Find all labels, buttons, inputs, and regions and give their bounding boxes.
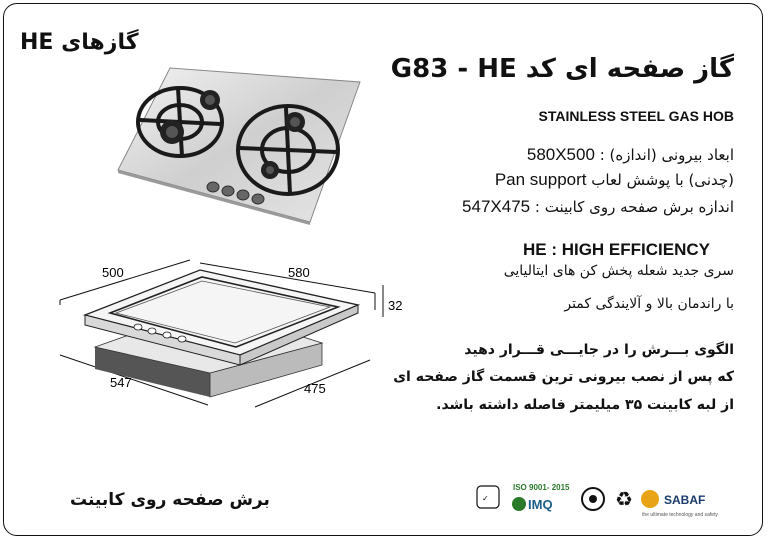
- dim-cut-depth: 547: [110, 375, 132, 390]
- brand-title: گازهای HE: [20, 30, 139, 55]
- description-line: سری جدید شعله پخش کن های ایتالیایی: [503, 263, 734, 279]
- efficiency-heading: HE : HIGH EFFICIENCY: [522, 240, 710, 259]
- certification-logos: [475, 478, 745, 520]
- spec-label: اندازه برش صفحه روی کابینت :: [534, 198, 734, 216]
- dim-top-width: 580: [288, 265, 310, 280]
- recycle-icon: ♻: [615, 489, 633, 511]
- dim-top-depth: 500: [102, 265, 124, 280]
- hob-photo: [110, 60, 365, 225]
- quality-mark-icon: [477, 486, 499, 508]
- diagram-caption: برش صفحه روی کابینت: [70, 490, 270, 510]
- model-title: گاز صفحه ای کد G83 - HE: [390, 54, 734, 84]
- svg-text:✓: ✓: [482, 494, 489, 503]
- install-note-line: که پس از نصب بیرونی ترین قسمت گاز صفحه ای: [393, 369, 734, 385]
- product-subtitle: STAINLESS STEEL GAS HOB: [538, 108, 734, 124]
- imq-label: IMQ: [528, 497, 553, 512]
- spec-outer-dimensions: [527, 145, 734, 165]
- spec-label: ابعاد بیرونی (اندازه) :: [599, 146, 734, 164]
- dim-cut-width: 475: [304, 381, 326, 396]
- spec-value: Pan support: [494, 170, 587, 189]
- cutout-diagram: [40, 255, 420, 425]
- install-note-line: از لبه کابینت ۳۵ میلیمتر فاصله داشته باشد.: [436, 397, 734, 413]
- sabaf-tagline: the ultimate technology and safety: [642, 512, 718, 518]
- spec-value: 580X500: [526, 145, 595, 164]
- certification-seal-icon: [512, 497, 526, 511]
- description-line: با راندمان بالا و آلایندگی کمتر: [564, 296, 734, 312]
- dim-height: 32: [388, 298, 403, 313]
- spec-label: (چدنی) با پوشش لعاب: [591, 171, 734, 189]
- iso-label: ISO 9001- 2015: [513, 483, 570, 492]
- install-note-line: الگوی بـــرش را در جایـــی قـــرار دهید: [464, 342, 734, 358]
- sabaf-label: SABAF: [664, 493, 706, 507]
- spec-pan-support: [495, 170, 734, 190]
- spec-cutout-size: [462, 197, 734, 217]
- spec-value: 547X475: [462, 197, 531, 216]
